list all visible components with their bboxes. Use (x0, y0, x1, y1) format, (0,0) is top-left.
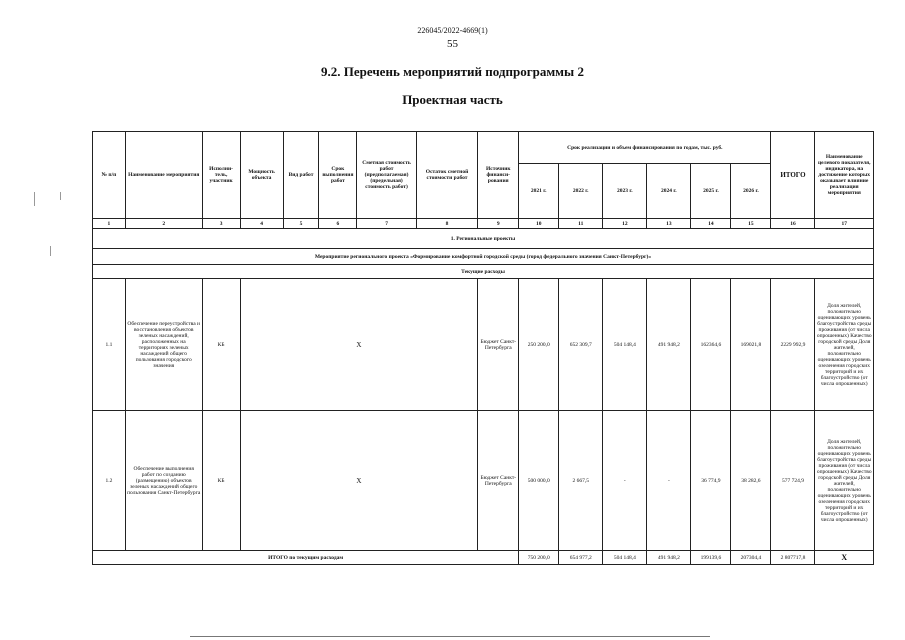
section-heading: 1. Региональные проекты (93, 229, 874, 249)
row-value: 169021,8 (731, 279, 771, 411)
col-number: 6 (319, 219, 357, 229)
col-header-year: 2026 г. (731, 164, 771, 219)
page-title: 9.2. Перечень мероприятий подпрограммы 2 (321, 64, 584, 79)
col-header-indicator: Наименование целевого показателя, индикатора, на достижение которых оказывает влияние реализация мероприятия (815, 132, 874, 219)
row-value: 162364,6 (691, 279, 731, 411)
col-header-year: 2025 г. (691, 164, 731, 219)
totals-value: 504 148,4 (603, 551, 647, 565)
totals-indicator: X (815, 551, 874, 565)
row-source: Бюджет Санкт-Петербурга (478, 279, 519, 411)
row-indicator: Доля жителей, положительно оценивающих уровень благоустройства среды проживания (от числа опрошенных) Качество городской среды Доля жителей, положительно оценивающих уровень озеленения городских территорий и их благоустройство (от числа опрошенных) (815, 279, 874, 411)
col-number: 2 (125, 219, 202, 229)
col-number: 8 (416, 219, 477, 229)
col-header-year: 2023 г. (603, 164, 647, 219)
row-x-mark: X (240, 279, 478, 411)
col-header-year: 2022 г. (559, 164, 603, 219)
section-heading: Текущие расходы (93, 265, 874, 279)
col-header-year: 2024 г. (647, 164, 691, 219)
row-source: Бюджет Санкт-Петербурга (478, 411, 519, 551)
totals-value: 491 948,2 (647, 551, 691, 565)
row-name: Обеспечение выполнения работ по созданию (размещению) объектов зеленых насаждений общего пользования Санкт-Петербурга (125, 411, 202, 551)
page-number: 55 (447, 38, 458, 50)
totals-value: 654 977,2 (559, 551, 603, 565)
col-header-funding-group: Срок реализации и объем финансирования по годам, тыс. руб. (519, 132, 771, 164)
row-total: 577 724,9 (771, 411, 815, 551)
col-number: 14 (691, 219, 731, 229)
col-header-executor: Исполни-тель, участник (202, 132, 240, 219)
col-number: 3 (202, 219, 240, 229)
col-number: 5 (283, 219, 319, 229)
row-x-mark: X (240, 411, 478, 551)
row-value: 500 000,0 (519, 411, 559, 551)
col-header-term: Срок выполнения работ (319, 132, 357, 219)
col-number: 7 (357, 219, 416, 229)
col-header-funding-source: Источник финанси-рования (478, 132, 519, 219)
col-header-estimated-cost: Сметная стоимость работ (предполагаемая) (предельная) стоимость работ) (357, 132, 416, 219)
document-number: 226045/2022-4669(1) (417, 26, 488, 35)
row-value: - (647, 411, 691, 551)
col-number: 15 (731, 219, 771, 229)
totals-label: ИТОГО по текущим расходам (93, 551, 519, 565)
table-row (93, 279, 874, 411)
scan-mark (60, 192, 61, 200)
totals-total: 2 807717,8 (771, 551, 815, 565)
row-executor: КБ (202, 411, 240, 551)
table-row (93, 411, 874, 551)
row-value: 250 200,0 (519, 279, 559, 411)
col-header-number: № п/п (93, 132, 126, 219)
section-heading: Мероприятие регионального проекта «Формирование комфортной городской среды (город федерального значения Санкт-Петербург)» (93, 249, 874, 265)
col-number: 11 (559, 219, 603, 229)
col-number: 4 (240, 219, 283, 229)
scan-mark (50, 246, 51, 256)
totals-value: 750 200,0 (519, 551, 559, 565)
measures-table (92, 131, 874, 565)
row-value: - (603, 411, 647, 551)
col-header-work-type: Вид работ (283, 132, 319, 219)
row-value: 38 282,6 (731, 411, 771, 551)
row-value: 2 667,5 (559, 411, 603, 551)
col-number: 1 (93, 219, 126, 229)
col-number: 10 (519, 219, 559, 229)
col-header-remaining-cost: Остаток сметной стоимости работ (416, 132, 477, 219)
row-value: 36 774,9 (691, 411, 731, 551)
col-number: 12 (603, 219, 647, 229)
col-header-name: Наименование мероприятия (125, 132, 202, 219)
row-total: 2229 992,9 (771, 279, 815, 411)
col-number: 16 (771, 219, 815, 229)
row-number: 1.2 (93, 411, 126, 551)
page-subtitle: Проектная часть (402, 92, 503, 107)
row-indicator: Доля жителей, положительно оценивающих уровень благоустройства среды проживания (от числа опрошенных) Качество городской среды Доля жителей, положительно оценивающих уровень озеленения городских территорий и их благоустройство (от числа опрошенных) (815, 411, 874, 551)
row-value: 504 148,4 (603, 279, 647, 411)
footer-divider (190, 636, 710, 637)
row-executor: КБ (202, 279, 240, 411)
totals-value: 207304,4 (731, 551, 771, 565)
totals-value: 199139,6 (691, 551, 731, 565)
col-header-year: 2021 г. (519, 164, 559, 219)
col-number: 17 (815, 219, 874, 229)
row-value: 652 309,7 (559, 279, 603, 411)
col-number: 13 (647, 219, 691, 229)
row-number: 1.1 (93, 279, 126, 411)
scan-mark (34, 192, 35, 206)
col-header-capacity: Мощность объекта (240, 132, 283, 219)
totals-row (93, 551, 874, 565)
row-value: 491 948,2 (647, 279, 691, 411)
col-number: 9 (478, 219, 519, 229)
col-header-total: ИТОГО (771, 132, 815, 219)
row-name: Обеспечение переустройства и восстановления объектов зеленых насаждений, расположенных на территориях зеленых насаждений общего пользования городского значения (125, 279, 202, 411)
